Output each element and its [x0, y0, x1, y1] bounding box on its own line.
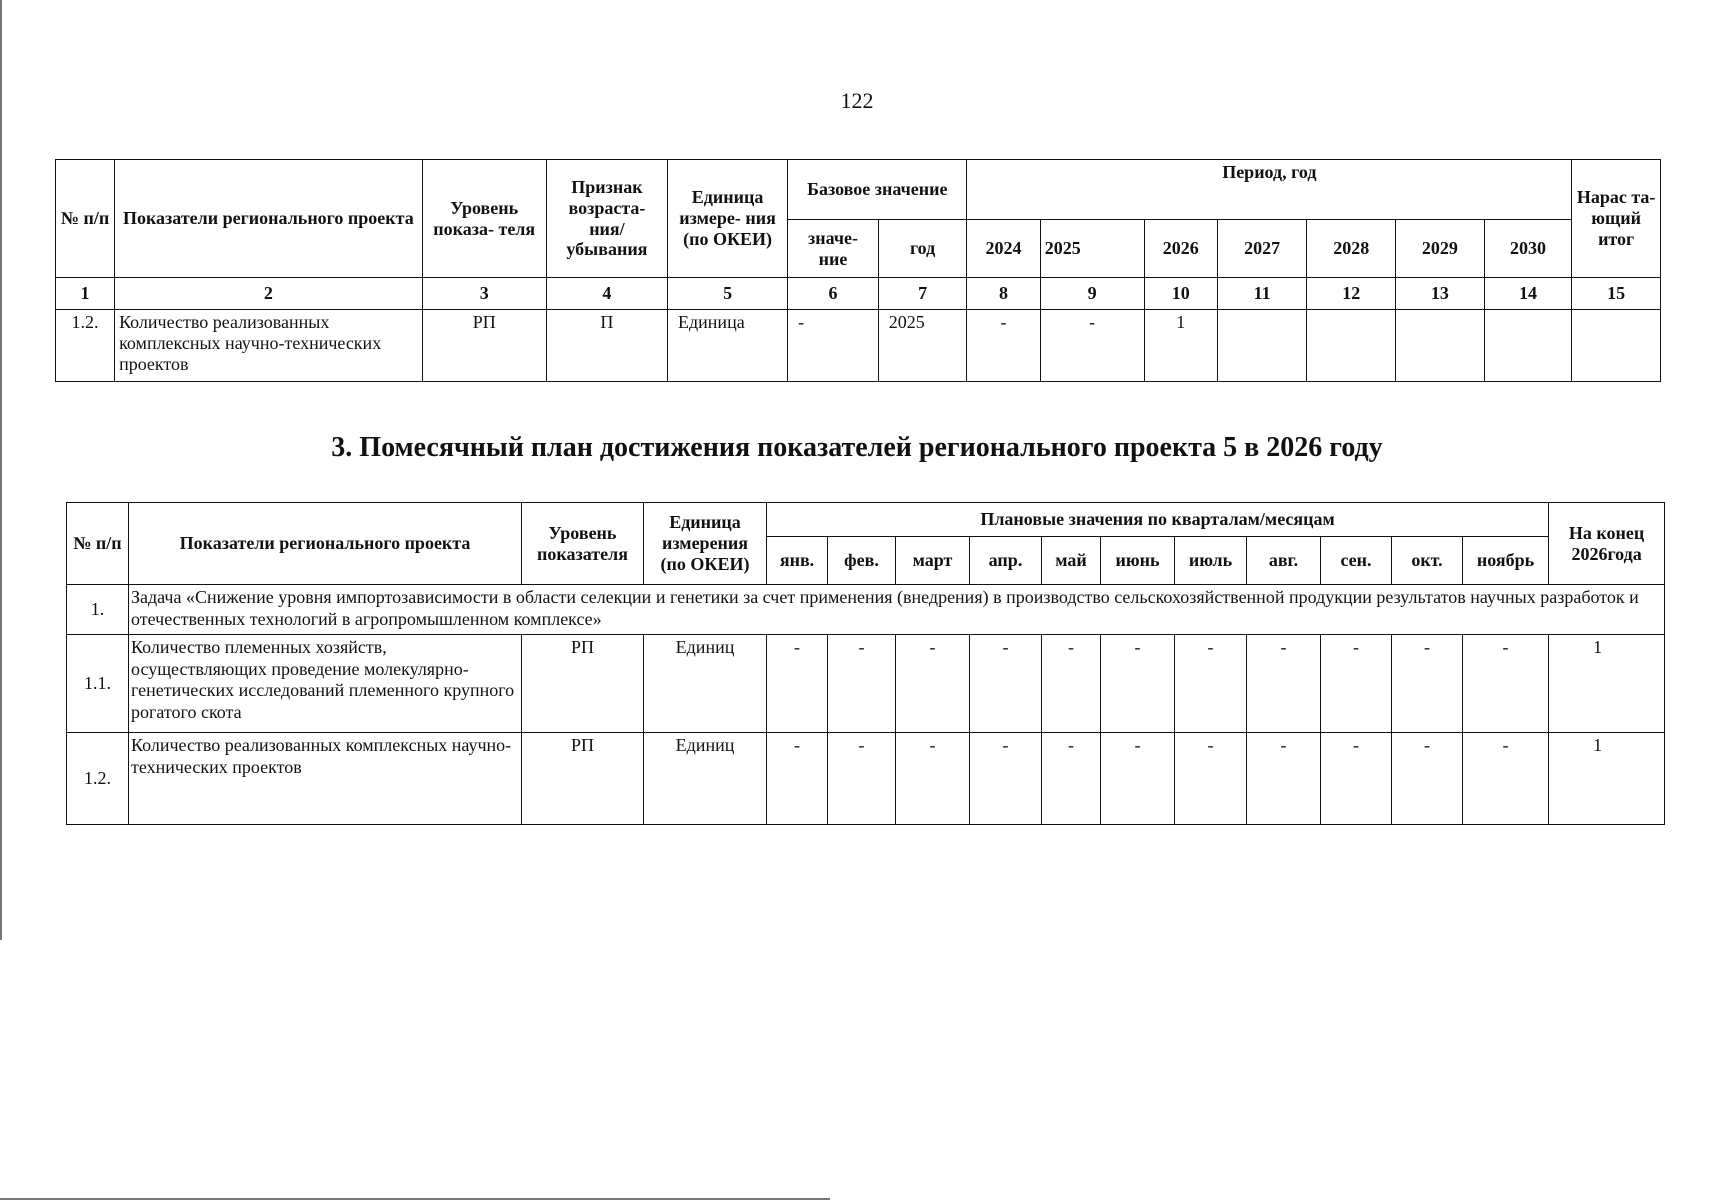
row-month-value: -: [828, 733, 896, 825]
header-month-jul: июль: [1175, 537, 1247, 585]
row-month-value: -: [1392, 733, 1463, 825]
header-plan: Плановые значения по кварталам/месяцам: [767, 503, 1549, 537]
row-month-value: -: [1042, 635, 1101, 733]
section-title: 3. Помесячный план достижения показателей регионального проекта 5 в 2026 году: [331, 432, 1383, 463]
row-level: РП: [522, 733, 644, 825]
row-indicator: Количество реализованных комплексных научно-технических проектов: [129, 733, 522, 825]
header-month-oct: окт.: [1392, 537, 1463, 585]
row-month-value: -: [1392, 635, 1463, 733]
row-month-value: -: [767, 635, 828, 733]
row-year-value: [1217, 310, 1307, 382]
row-month-value: -: [1321, 733, 1392, 825]
row-year-end: 1: [1549, 635, 1665, 733]
column-number: 11: [1217, 278, 1307, 310]
header-year-end: На конец 2026года: [1549, 503, 1665, 585]
row-year-value: -: [967, 310, 1040, 382]
column-number: 3: [422, 278, 546, 310]
header-base-year: год: [878, 220, 967, 278]
column-number: 6: [788, 278, 879, 310]
row-month-value: -: [1247, 635, 1321, 733]
header-year-2024: 2024: [967, 220, 1040, 278]
row-level: РП: [422, 310, 546, 382]
header-period: Период, год: [967, 160, 1572, 220]
header-month-jun: июнь: [1101, 537, 1175, 585]
header-year-2026: 2026: [1144, 220, 1217, 278]
row-num: 1.2.: [67, 733, 129, 825]
header-cumulative: Нарас та- ющий итог: [1572, 160, 1661, 278]
header-base-value: значе- ние: [788, 220, 879, 278]
scan-edge-left: [0, 0, 2, 940]
row-month-value: -: [767, 733, 828, 825]
row-unit: Единица: [668, 310, 788, 382]
column-number: 15: [1572, 278, 1661, 310]
row-month-value: -: [1101, 635, 1175, 733]
column-number: 1: [56, 278, 115, 310]
table-row: [67, 733, 1665, 825]
header-trend: Признак возраста- ния/ убывания: [546, 160, 667, 278]
column-number: 5: [668, 278, 788, 310]
header-month-may: май: [1042, 537, 1101, 585]
row-month-value: -: [1247, 733, 1321, 825]
row-cumulative: [1572, 310, 1661, 382]
row-year-value: -: [1040, 310, 1144, 382]
monthly-plan-table: [66, 502, 1665, 825]
column-number: 4: [546, 278, 667, 310]
row-year-end: 1: [1549, 733, 1665, 825]
header-month-sep: сен.: [1321, 537, 1392, 585]
header-year-2030: 2030: [1484, 220, 1572, 278]
row-num: 1.2.: [56, 310, 115, 382]
row-month-value: -: [1175, 635, 1247, 733]
row-month-value: -: [1321, 635, 1392, 733]
column-number: 14: [1484, 278, 1572, 310]
row-month-value: -: [1463, 733, 1549, 825]
row-year-value: [1396, 310, 1485, 382]
table-row: [56, 310, 1661, 382]
row-month-value: -: [970, 733, 1042, 825]
indicators-table: [55, 159, 1661, 382]
header-indicator: Показатели регионального проекта: [129, 503, 522, 585]
row-unit: Единиц: [644, 733, 767, 825]
row-level: РП: [522, 635, 644, 733]
column-number: 9: [1040, 278, 1144, 310]
header-year-2025: 2025: [1040, 220, 1144, 278]
page-number: 122: [840, 88, 874, 113]
row-year-value: 1: [1144, 310, 1217, 382]
row-trend: П: [546, 310, 667, 382]
header-level: Уровень показателя: [522, 503, 644, 585]
header-month-nov: ноябрь: [1463, 537, 1549, 585]
header-base: Базовое значение: [788, 160, 967, 220]
header-month-jan: янв.: [767, 537, 828, 585]
row-month-value: -: [828, 635, 896, 733]
column-number: 10: [1144, 278, 1217, 310]
header-month-aug: авг.: [1247, 537, 1321, 585]
row-month-value: -: [1101, 733, 1175, 825]
header-unit: Единица измерения (по ОКЕИ): [644, 503, 767, 585]
header-month-mar: март: [896, 537, 970, 585]
row-base-year: 2025: [878, 310, 967, 382]
column-number: 8: [967, 278, 1040, 310]
row-month-value: -: [896, 635, 970, 733]
row-num: 1.1.: [67, 635, 129, 733]
row-indicator: Количество племенных хозяйств, осуществляющих проведение молекулярно-генетических исследований племенного крупного рогатого скота: [129, 635, 522, 733]
header-num: № п/п: [67, 503, 129, 585]
row-month-value: -: [896, 733, 970, 825]
header-month-feb: фев.: [828, 537, 896, 585]
header-year-2029: 2029: [1396, 220, 1485, 278]
table-row: [67, 635, 1665, 733]
column-number: 2: [115, 278, 423, 310]
header-year-2028: 2028: [1307, 220, 1396, 278]
row-month-value: -: [970, 635, 1042, 733]
row-base-value: -: [788, 310, 879, 382]
row-month-value: -: [1175, 733, 1247, 825]
task-text: Задача «Снижение уровня импортозависимости в области селекции и генетики за счет применения (внедрения) в производство сельскохозяйственной продукции результатов научных разработок и отечественных технологий в агропромышленном комплексе»: [129, 585, 1665, 635]
header-unit: Единица измере- ния (по ОКЕИ): [668, 160, 788, 278]
column-number: 7: [878, 278, 967, 310]
column-number: 12: [1307, 278, 1396, 310]
row-month-value: -: [1042, 733, 1101, 825]
header-month-apr: апр.: [970, 537, 1042, 585]
row-month-value: -: [1463, 635, 1549, 733]
task-row: [67, 585, 1665, 635]
row-indicator: Количество реализованных комплексных научно-технических проектов: [115, 310, 423, 382]
column-number: 13: [1396, 278, 1485, 310]
header-year-2027: 2027: [1217, 220, 1307, 278]
header-num: № п/п: [56, 160, 115, 278]
task-num: 1.: [67, 585, 129, 635]
header-indicator: Показатели регионального проекта: [115, 160, 423, 278]
header-level: Уровень показа- теля: [422, 160, 546, 278]
row-unit: Единиц: [644, 635, 767, 733]
row-year-value: [1307, 310, 1396, 382]
row-year-value: [1484, 310, 1572, 382]
